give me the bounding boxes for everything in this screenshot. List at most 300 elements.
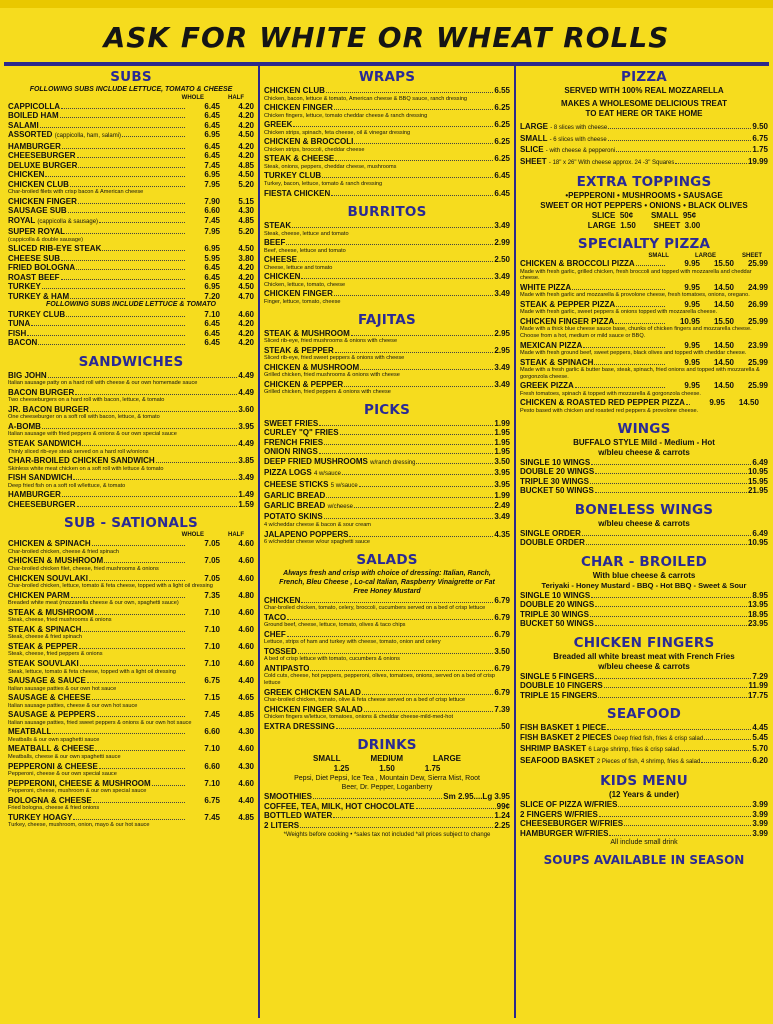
section-title-drinks: DRINKS	[357, 737, 417, 754]
item-description: Pepperoni, cheese, mushroom & our own special sauce	[8, 788, 147, 795]
leader-dots	[298, 647, 494, 654]
item-description: Steak, cheese & fried spinach	[8, 634, 83, 641]
leader-dots	[618, 800, 751, 807]
item-description: Made with fresh ground beef, sweet peppers, black olives and topped with cheddar cheese.	[520, 350, 747, 357]
item-name	[520, 477, 589, 487]
menu-item	[264, 811, 510, 821]
item-price: Sm 2.95....Lg 3.95	[443, 792, 510, 802]
item-price: 9.95	[709, 398, 725, 408]
leader-dots	[582, 529, 752, 536]
leader-dots	[90, 405, 238, 412]
item-price: 7.45	[204, 812, 220, 822]
fingers-line: w/bleu cheese & carrots	[598, 661, 690, 671]
item-price: 19.99	[747, 156, 768, 166]
leader-dots	[82, 439, 237, 446]
item-name	[8, 206, 67, 216]
item-description: Italian sausage patties & our own hot sauce	[8, 685, 117, 692]
item-price: 6.25	[494, 137, 510, 147]
menu-item	[8, 161, 254, 171]
item-price: 6.95	[204, 282, 220, 292]
item-price: 7.20	[204, 291, 220, 301]
item-price: 4.20	[238, 338, 254, 348]
menu-item	[8, 473, 254, 483]
leader-dots	[78, 197, 185, 204]
menu-item	[264, 630, 510, 640]
item-note: 5 w/sauce	[330, 482, 358, 489]
leader-dots	[92, 539, 185, 546]
item-name-text: FRIED BOLOGNA	[8, 263, 76, 273]
item-price: 6.45	[204, 151, 220, 160]
leader-dots	[351, 329, 494, 336]
item-name-text: SLICED RIB-EYE STEAK	[8, 244, 102, 254]
item-price: 6.25	[494, 103, 510, 113]
item-price: 6.45	[204, 328, 220, 338]
item-note: Deep fried fish, fries & crisp salad	[613, 735, 704, 742]
menu-item	[264, 363, 510, 373]
item-name	[264, 272, 300, 282]
item-price: 23.95	[747, 619, 768, 629]
menu-item	[8, 130, 254, 142]
item-note: 6 Large shrimp, fries & crisp salad	[588, 747, 680, 754]
menu-item	[8, 693, 254, 703]
item-name-text: SLICE OF PIZZA W/FRIES	[520, 800, 618, 810]
menu-item	[264, 255, 510, 265]
item-name	[264, 821, 299, 831]
item-name	[8, 254, 60, 264]
item-name	[264, 289, 333, 299]
menu-item	[8, 388, 254, 398]
toppings-line: •PEPPERONI • MUSHROOMS • SAUSAGE	[565, 191, 723, 200]
item-name	[264, 221, 291, 231]
item-note: w/ranch dressing	[370, 459, 416, 466]
item-name-text: SALAMI	[8, 120, 39, 130]
menu-item	[520, 538, 768, 548]
item-price: 1.59	[238, 499, 254, 509]
item-name-text: 2 LITERS	[264, 820, 300, 830]
menu-item	[520, 341, 768, 351]
item-name	[8, 151, 76, 161]
item-name	[8, 659, 79, 669]
leader-dots	[340, 428, 494, 435]
item-price: 6.45	[204, 120, 220, 130]
drink-sizes	[264, 754, 510, 764]
item-name	[8, 710, 96, 720]
menu-item	[8, 710, 254, 720]
menu-item	[520, 619, 768, 629]
menu-item	[8, 180, 254, 190]
section-title-burritos: BURRITOS	[347, 204, 427, 221]
item-name-text: BOTTLED WATER	[264, 811, 333, 821]
item-name	[8, 310, 65, 320]
drink-prices	[264, 764, 510, 774]
item-price: 1.24	[494, 811, 510, 821]
subsationals-col-head	[8, 532, 254, 539]
leader-dots	[293, 120, 493, 127]
leader-dots	[342, 468, 493, 475]
item-name-text: STEAK & CHEESE	[264, 154, 335, 164]
item-name-text: CHEESEBURGER W/FRIES	[520, 819, 624, 829]
menu-item	[520, 398, 768, 408]
item-name-text: CHICKEN CLUB	[264, 86, 325, 95]
item-price: 3.95	[238, 421, 254, 431]
item-name-text: SHRIMP BASKET	[520, 744, 587, 754]
leader-dots	[102, 244, 185, 251]
drink-line: Beer, Dr. Pepper, Loganberry	[341, 784, 433, 792]
item-name	[8, 244, 101, 254]
item-name-text: STEAK & PEPPER	[264, 345, 334, 355]
pizza-list	[520, 122, 768, 168]
item-name	[264, 380, 343, 390]
item-name-text: CHEF	[264, 629, 286, 639]
leader-dots	[87, 676, 185, 683]
drink-size: SMALL	[312, 754, 341, 764]
item-price: 26.99	[747, 299, 768, 309]
item-price: 3.99	[752, 800, 768, 810]
item-name	[264, 419, 318, 429]
leader-dots	[73, 473, 237, 480]
menu-item	[264, 289, 510, 299]
leader-dots	[595, 619, 747, 626]
item-note: (cappicolla, ham, salami)	[54, 133, 122, 139]
menu-item	[8, 500, 254, 510]
item-name	[8, 625, 81, 635]
leader-dots	[324, 438, 493, 445]
item-name	[264, 802, 415, 812]
leader-dots	[335, 154, 493, 161]
item-price: 2.95	[494, 328, 510, 338]
leader-dots	[79, 642, 185, 649]
item-price: 4.20	[238, 151, 254, 160]
drink-size: LARGE	[433, 754, 461, 764]
item-name	[8, 439, 81, 449]
item-price: 7.15	[204, 693, 220, 703]
item-price: 25.99	[747, 381, 768, 391]
item-note: - 6 slices with cheese	[549, 136, 607, 143]
leader-dots	[52, 727, 185, 734]
menu-item	[264, 501, 510, 513]
item-description: Meatballs & our own spaghetti sauce	[8, 736, 100, 743]
item-price: 4.60	[238, 573, 254, 583]
item-name	[520, 283, 571, 293]
menu-item	[520, 733, 768, 745]
item-name	[8, 161, 77, 171]
item-name-text: SINGLE ORDER	[520, 528, 581, 538]
subs-list-2	[8, 310, 254, 348]
leader-dots	[97, 710, 185, 717]
item-description: 4 w/cheddar cheese & bacon & sour cream	[264, 521, 371, 528]
item-name	[264, 491, 325, 501]
menu-item	[264, 329, 510, 339]
item-name	[8, 319, 30, 329]
item-price: 5.15	[238, 196, 254, 206]
leader-dots	[598, 691, 747, 698]
wings-list	[520, 458, 768, 496]
item-price: 7.10	[204, 624, 220, 634]
item-name	[264, 137, 353, 147]
item-name	[8, 762, 98, 772]
item-name-text: GREEK	[264, 120, 293, 130]
item-price: 99¢	[496, 801, 510, 811]
item-description: Cheese, lettuce and tomato	[264, 264, 333, 271]
item-name-text: WHITE PIZZA	[520, 282, 572, 292]
menu-item	[8, 121, 254, 131]
item-price: 4.60	[238, 607, 254, 617]
item-description: Made with fresh garlic, grilled chicken, fresh broccoli and topped with mozzarella and cheddar cheese.	[520, 268, 752, 282]
menu-item	[8, 727, 254, 737]
item-price: 6.75	[204, 795, 220, 805]
leader-dots	[62, 142, 185, 149]
item-description: Fresh tomatoes, spinach & topped with mozzarella & gorgonzola cheese.	[520, 390, 701, 397]
leader-dots	[624, 819, 751, 826]
item-price: 3.49	[238, 473, 254, 483]
item-name-text: BUCKET 50 WINGS	[520, 619, 594, 629]
menu-item	[8, 292, 254, 302]
item-price: 3.50	[494, 646, 510, 656]
menu-item	[264, 221, 510, 231]
item-description: Chicken strips, spinach, feta cheese, oil & vinegar dressing	[264, 129, 411, 136]
menu-item	[264, 380, 510, 390]
item-name-text: CHICKEN & MUSHROOM	[8, 556, 104, 566]
leader-dots	[583, 341, 665, 348]
item-description: Steak, cheese, lettuce and tomato	[264, 230, 349, 237]
item-description: (cappicolla & double sausage)	[8, 236, 83, 243]
leader-dots	[82, 625, 185, 632]
section-title-fingers: CHICKEN FINGERS	[573, 634, 715, 651]
item-description: Chicken strips, broccoli, cheddar cheese	[264, 146, 365, 153]
item-description: Char-broiled filets with crisp bacon & American cheese	[8, 189, 144, 195]
fingers-line: Breaded all white breast meat with French Fries	[553, 651, 735, 661]
item-price: 4.30	[238, 727, 254, 737]
item-price: 4.30	[238, 206, 254, 216]
item-price: 7.10	[204, 744, 220, 754]
item-description: Steak, cheese, fried mushrooms & onions	[8, 617, 112, 624]
leader-dots	[590, 477, 747, 484]
item-price: 3.99	[752, 828, 768, 838]
menu-item	[8, 439, 254, 449]
menu-item	[520, 486, 768, 496]
item-name	[264, 438, 323, 448]
item-name	[8, 556, 103, 566]
item-price: 3.85	[238, 456, 254, 466]
menu-item	[264, 86, 510, 96]
boneless-list	[520, 529, 768, 548]
item-description: Two cheeseburgers on a hard roll with bacon, lettuce, & tomato	[8, 397, 165, 404]
leader-dots	[89, 574, 185, 581]
leader-dots	[701, 756, 751, 763]
item-price: 1.75	[752, 145, 768, 154]
menu-item	[520, 829, 768, 839]
leader-dots	[575, 381, 665, 388]
item-name	[520, 486, 594, 496]
item-description: Beef, cheese, lettuce and tomato	[264, 247, 346, 254]
menu-item	[8, 762, 254, 772]
item-note: - 8 slices with cheese	[550, 125, 608, 131]
item-description: Chicken, lettuce, tomato, cheese	[264, 281, 346, 288]
item-name-text: CHAR-BROILED CHICKEN SANDWICH	[8, 456, 155, 466]
leader-dots	[599, 810, 752, 817]
column-divider	[514, 66, 516, 1018]
item-name-text: CHICKEN	[8, 170, 45, 179]
drink-price: 1.75	[424, 764, 441, 774]
item-name-text: STEAK	[264, 221, 292, 231]
item-name	[264, 647, 297, 657]
item-name	[264, 468, 341, 480]
item-name	[264, 530, 348, 540]
menu-item	[520, 157, 768, 169]
item-description: Char-broiled chicken, tomato, olive & feta cheese served on a bed of crisp lettuce	[264, 697, 466, 704]
item-name	[8, 574, 88, 584]
item-price: 4.85	[238, 710, 254, 720]
item-name-text: CHICKEN & PEPPER	[264, 379, 344, 389]
menu-item	[8, 779, 254, 789]
leader-dots	[326, 86, 494, 93]
item-price: 2.95	[494, 345, 510, 355]
item-name-text: MEXICAN PIZZA	[520, 340, 583, 350]
item-name	[264, 86, 325, 96]
item-name-text: CHICKEN & ROASTED RED PEPPER PIZZA	[520, 398, 685, 408]
item-name	[264, 688, 361, 698]
column-divider	[258, 66, 260, 1018]
menu-item	[520, 529, 768, 539]
item-name-text: SMOOTHIES	[264, 792, 313, 802]
menu-item	[264, 688, 510, 698]
item-price: 1.95	[494, 428, 510, 438]
leader-dots	[66, 310, 185, 317]
leader-dots	[680, 744, 751, 751]
item-name	[520, 157, 674, 169]
item-price: 6.79	[494, 629, 510, 639]
item-price: 6.25	[494, 120, 510, 130]
item-price: 6.95	[204, 170, 220, 179]
item-name	[520, 691, 597, 701]
leader-dots	[359, 480, 494, 487]
item-description: Steak, lettuce, tomato & feta cheese, topped with a light oil dressing	[8, 668, 176, 675]
item-name	[8, 813, 72, 823]
item-price: 2.99	[494, 238, 510, 248]
item-price: 4.45	[752, 723, 768, 733]
leader-dots	[60, 111, 185, 118]
item-name-text: DOUBLE 10 FINGERS	[520, 681, 603, 691]
item-price: 6.60	[204, 206, 220, 216]
leader-dots	[61, 254, 185, 261]
item-name	[520, 122, 607, 134]
item-name	[264, 189, 330, 199]
item-name-text: ROAST BEEF	[8, 272, 60, 282]
item-description: Char-broiled chicken, lettuce, tomato & feta cheese, topped with a light oil dressing	[8, 583, 213, 590]
item-name	[520, 681, 603, 691]
item-name	[520, 381, 574, 391]
item-name-text: GARLIC BREAD	[264, 491, 326, 501]
leader-dots	[313, 792, 442, 799]
item-name	[8, 539, 91, 549]
item-description: Grilled chicken, fried peppers & onions with cheese	[264, 389, 391, 396]
menu-item	[8, 574, 254, 584]
item-name	[8, 216, 98, 228]
sandwiches-list	[8, 371, 254, 510]
item-name-text: CHICKEN & MUSHROOM	[264, 362, 360, 372]
item-price: 9.95	[684, 357, 700, 367]
salads-list	[264, 596, 510, 732]
item-name-text: BEEF	[264, 238, 286, 248]
item-name-text: STEAK SOUVLAKI	[8, 659, 79, 668]
item-price: 10.95	[679, 316, 700, 326]
item-price: 4.70	[238, 291, 254, 301]
leader-dots	[62, 490, 238, 497]
leader-dots	[609, 829, 751, 836]
item-name-text: SWEET FRIES	[264, 418, 319, 428]
item-name-text: CURLEY "Q" FRIES	[264, 428, 339, 438]
leader-dots	[75, 388, 237, 395]
banner-title: ASK FOR WHITE OR WHEAT ROLLS	[103, 20, 670, 54]
section-title-pizza: PIZZA	[621, 69, 667, 85]
item-price: 7.90	[204, 196, 220, 206]
item-price: 11.99	[748, 681, 768, 691]
item-description: Chicken fingers w/lettuce, tomatoes, onions & cheddar cheese-mild-med-hot	[264, 714, 454, 721]
item-price: 23.99	[747, 340, 768, 350]
leader-dots	[324, 512, 494, 519]
column-middle	[264, 66, 510, 1020]
item-name	[264, 363, 359, 373]
item-price: 4.49	[238, 439, 254, 449]
item-name	[8, 263, 75, 273]
item-price: 4.80	[238, 590, 254, 600]
menu-item	[520, 467, 768, 477]
item-price: 9.95	[684, 299, 700, 309]
menu-item	[8, 273, 254, 283]
item-price: 14.50	[713, 381, 734, 391]
menu-item	[264, 120, 510, 130]
leader-dots	[301, 596, 493, 603]
item-name	[520, 467, 594, 477]
item-price: 4.20	[238, 263, 254, 273]
item-name-text: SAUSAGE SUB	[8, 206, 67, 216]
menu-item	[520, 810, 768, 820]
item-name	[264, 630, 286, 640]
item-name	[520, 317, 614, 327]
item-price: 6.95	[204, 244, 220, 254]
item-name-text: LARGE	[520, 122, 548, 131]
item-price: 4.30	[238, 761, 254, 771]
footnote: *Weights before cooking • *sales tax not included *all prices subject to change	[283, 832, 491, 839]
item-name-text: ROYAL	[8, 215, 36, 225]
item-name	[264, 512, 323, 522]
item-description: Finger, lettuce, tomato, cheese	[264, 298, 341, 305]
item-description: Cold cuts, cheese, hot peppers, pepperoni, olives, tomatoes, onions, served on a bed of crisp lettuce	[264, 673, 496, 687]
leader-dots	[298, 255, 494, 262]
item-name-text: CHICKEN FINGER	[264, 103, 333, 113]
section-title-fajitas: FAJITAS	[358, 311, 416, 328]
item-price: 3.49	[494, 289, 510, 299]
item-price: 7.95	[204, 179, 220, 189]
leader-dots	[360, 363, 493, 370]
item-price: 2.25	[494, 820, 510, 830]
menu-item	[520, 317, 768, 327]
item-price: 6.55	[494, 86, 510, 95]
item-name	[264, 238, 285, 248]
menu-item	[8, 310, 254, 320]
menu-item	[264, 346, 510, 356]
item-name	[520, 538, 585, 548]
toppings-line: SWEET OR HOT PEPPERS • ONIONS • BLACK OLIVES	[540, 201, 748, 210]
item-name-text: CHEESE	[264, 255, 297, 265]
item-description: Chicken, bacon, lettuce & tomato, American cheese & BBQ sauce, ranch dressing	[264, 95, 468, 102]
item-name	[520, 610, 589, 620]
leader-dots	[336, 722, 498, 729]
item-price: 5.20	[238, 227, 254, 237]
item-description: Fried bologna, cheese & fried onions	[8, 805, 100, 812]
item-name-text: TOSSED	[264, 646, 297, 656]
menu-item	[264, 480, 510, 492]
